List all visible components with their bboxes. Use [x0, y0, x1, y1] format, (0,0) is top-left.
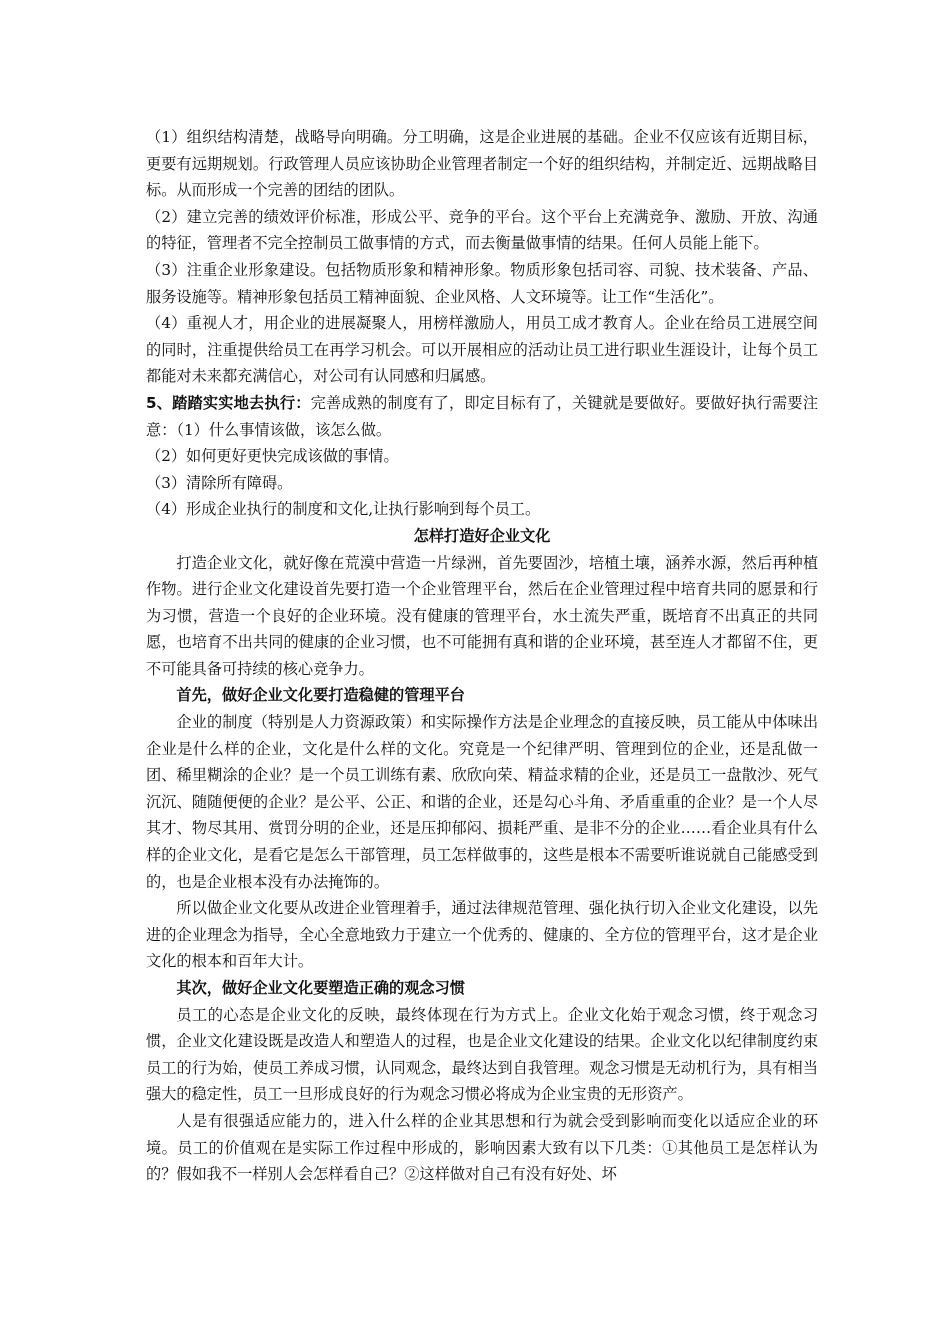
section-title: 怎样打造好企业文化 [413, 526, 551, 545]
list-item-4: （4）重视人才，用企业的进展凝聚人，用榜样激励人，用员工成才教育人。企业在给员工进展空间的同时，注重提供给员工在再学习机会。可以开展相应的活动让员工进行职业生涯设计，让每个员工都能对未来都充满信心，对公司有认同感和归属感。 [146, 314, 818, 386]
second-paragraph-2: 人是有很强适应能力的，进入什么样的企业其思想和行为就会受到影响而变化以适应企业的环境。员工的价值观在是实际工作过程中形成的，影响因素大致有以下几类：①其他员工是怎样认为的？假如我不一样别人会怎样看自己？②这样做对自己有没有好处、坏 [146, 1111, 818, 1184]
step5-paragraph [146, 390, 818, 443]
step5-item-2: （2）如何更好更快完成该做的事情。 [146, 447, 399, 466]
document-page [146, 124, 818, 1188]
list-item-1: （1）组织结构清楚，战略导向明确。分工明确，这是企业进展的基础。企业不仅应该有近期目标，更要有远期规划。行政管理人员应该协助企业管理者制定一个好的组织结构，并制定近、远期战略目标。从而形成一个完善的团结的团队。 [146, 128, 818, 200]
step5-text: 完善成熟的制度有了，即定目标有了，关键就是要做好。要做好执行需要注意：（1）什么事情该做，该怎么做。 [146, 393, 819, 439]
list-item-3: （3）注重企业形象建设。包括物质形象和精神形象。物质形象包括司容、司貌、技术装备、产品、服务设施等。精神形象包括员工精神面貌、企业风格、人文环境等。让工作“生活化”。 [146, 260, 818, 306]
first-paragraph-2: 所以做企业文化要从改进企业管理着手，通过法律规范管理、强化执行切入企业文化建设，以先进的企业理念为指导，全心全意地致力于建立一个优秀的、健康的、全方位的管理平台，这才是企业文化的根本和百年大计。 [146, 899, 818, 971]
second-paragraph-1: 员工的心态是企业文化的反映，最终体现在行为方式上。企业文化始于观念习惯，终于观念习惯，企业文化建设既是改造人和塑造人的过程，也是企业文化建设的结果。企业文化以纪律制度约束员工的行为始，使员工养成习惯，认同观念，最终达到自我管理。观念习惯是无动机行为，具有相当强大的稳定性，员工一旦形成良好的行为观念习惯必将成为企业宝贵的无形资产。 [146, 1005, 818, 1104]
step5-item-3: （3）清除所有障碍。 [146, 473, 293, 492]
step5-heading: 5、踏踏实实地去执行： [146, 393, 311, 412]
step5-item-4: （4）形成企业执行的制度和文化,让执行影响到每个员工。 [146, 500, 541, 519]
intro-paragraph: 打造企业文化，就好像在荒漠中营造一片绿洲，首先要固沙，培植土壤，涵养水源，然后再种植作物。进行企业文化建设首先要打造一个企业管理平台，然后在企业管理过程中培育共同的愿景和行为习惯，营造一个良好的企业环境。没有健康的管理平台，水土流失严重，既培育不出真正的共同愿，也培育不出共同的健康的企业习惯，也不可能拥有真和谐的企业环境，甚至连人才都留不住，更不可能具备可持续的核心竞争力。 [146, 553, 818, 678]
first-heading: 首先，做好企业文化要打造稳健的管理平台 [176, 686, 465, 705]
list-item-2: （2）建立完善的绩效评价标准，形成公平、竞争的平台。这个平台上充满竞争、激励、开放、沟通的特征，管理者不完全控制员工做事情的方式，而去衡量做事情的结果。任何人员能上能下。 [146, 207, 818, 253]
second-heading: 其次，做好企业文化要塑造正确的观念习惯 [176, 979, 465, 997]
first-paragraph-1: 企业的制度（特别是人力资源政策）和实际操作方法是企业理念的直接反映，员工能从中体味出企业是什么样的企业，文化是什么样的文化。究竟是一个纪律严明、管理到位的企业，还是乱做一团、稀里糊涂的企业？是一个员工训练有素、欣欣向荣、精益求精的企业，还是员工一盘散沙、死气沉沉、随随便便的企业？是公平、公正、和谐的企业，还是勾心斗角、矛盾重重的企业？是一个人尽其才、物尽其用、赏罚分明的企业，还是压抑郁闷、损耗严重、是非不分的企业……看企业具有什么样的企业文化，是看它是怎么干部管理，员工怎样做事的，这些是根本不需要听谁说就自己能感受到的，也是企业根本没有办法掩饰的。 [146, 713, 818, 891]
